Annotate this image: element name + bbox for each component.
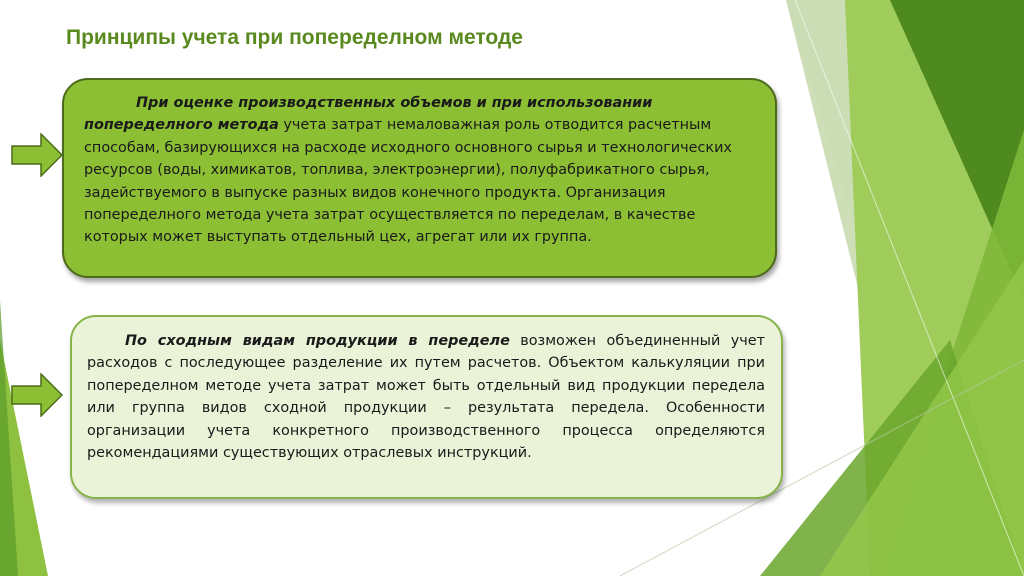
text-block-1 <box>62 78 777 278</box>
block2-lead: По сходным видам продукции в переделе <box>125 333 510 349</box>
arrow-right-icon <box>11 133 63 177</box>
text-block-2 <box>70 315 783 499</box>
slide-title: Принципы учета при попеределном методе <box>66 26 523 49</box>
block2-text: возможен объединенный учет расходов с последующее разделение их путем расчетов. Объектом калькуляции при попеределном методе учета затрат может быть отдельный вид продукции передела или группа видов сходной продукции – результата передела. Особенности организации учета конкретного производственного процесса определяются рекомендациями существующих отраслевых инструкций. <box>87 333 765 462</box>
block1-lead: При оценке производственных объемов и при использовании попеределного метода <box>84 95 653 134</box>
arrow-right-icon <box>11 373 63 417</box>
block1-text: учета затрат немаловажная роль отводится расчетным способам, базирующихся на расходе исходного основного сырья и технологических ресурсов (воды, химикатов, топлива, электроэнергии), полуфабрикатного сырья, задействуемого в выпуске разных видов конечного продукта. Организация попеределного метода учета затрат осуществляется по переделам, в качестве которых может выступать отдельный цех, агрегат или их группа. <box>84 117 732 246</box>
